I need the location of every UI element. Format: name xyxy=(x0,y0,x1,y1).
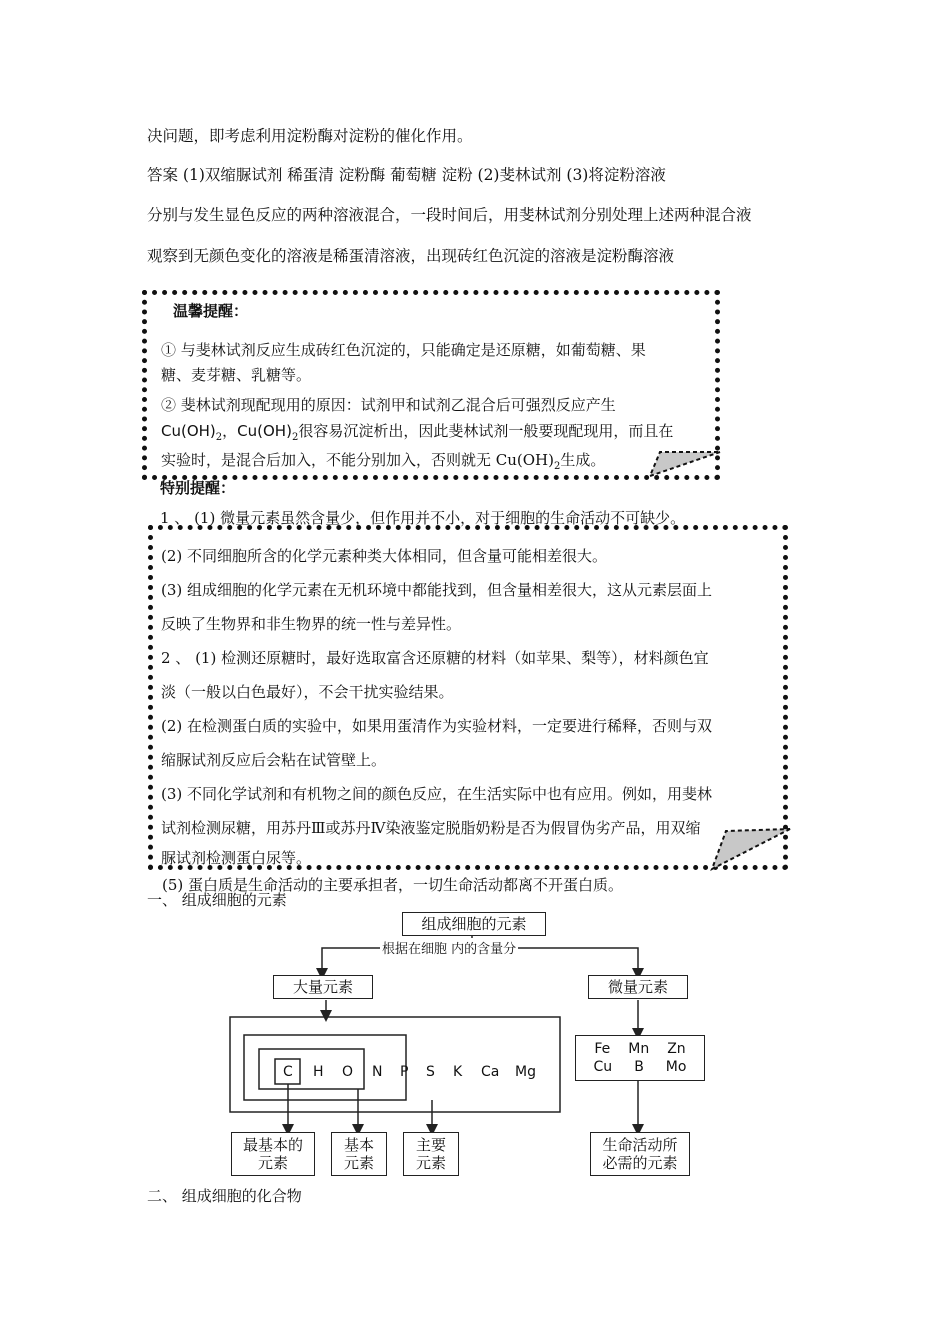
formula: ，Cu(OH) xyxy=(222,422,292,440)
answer-line: 答案 (1)双缩脲试剂 稀蛋清 淀粉酶 葡萄糖 淀粉 (2)斐林试剂 (3)将淀粉溶液 xyxy=(147,166,666,184)
element-mo: Mo xyxy=(665,1059,687,1075)
special-line: (2) 在检测蛋白质的实验中，如果用蛋清作为实验材料，一定要进行稀释，否则与双 xyxy=(161,717,713,735)
element-b: B xyxy=(634,1059,644,1075)
subscript: 2 xyxy=(291,432,299,443)
special-line: 缩脲试剂反应后会粘在试管壁上。 xyxy=(161,751,387,769)
element-p: P xyxy=(400,1064,409,1080)
element-s: S xyxy=(426,1064,435,1080)
subscript: 2 xyxy=(215,432,223,443)
trace-element-list xyxy=(575,1035,705,1081)
special-line: (2) 不同细胞所含的化学元素种类大体相同，但含量可能相差很大。 xyxy=(161,547,608,565)
branch-label: 根据在细胞 内的含量分 xyxy=(380,938,518,957)
special-reminder-first-line: 1 、 (1) 微量元素虽然含量少，但作用并不小，对于细胞的生命活动不可缺少。 xyxy=(160,509,686,527)
section-heading-2: 二、 组成细胞的化合物 xyxy=(147,1187,302,1205)
warm-reminder-title: 温馨提醒： xyxy=(173,302,249,320)
trace-row xyxy=(594,1058,687,1076)
element-ca: Ca xyxy=(481,1064,500,1080)
element-fe: Fe xyxy=(594,1041,611,1057)
formula: Cu(OH) xyxy=(161,422,216,440)
reminder-text: 很容易沉淀析出，因此斐林试剂一般要现配现用，而且在 xyxy=(298,422,674,440)
main-element-box: 主要 元素 xyxy=(403,1132,459,1176)
most-basic-element-box: 最基本的 元素 xyxy=(231,1132,315,1176)
trace-row xyxy=(594,1040,685,1058)
root-box: 组成细胞的元素 xyxy=(402,912,546,936)
special-line: 反映了生物界和非生物界的统一性与差异性。 xyxy=(161,615,462,633)
reminder-line: 糖、麦芽糖、乳糖等。 xyxy=(161,366,312,384)
special-line: 2 、 (1) 检测还原糖时，最好选取富含还原糖的材料（如苹果、梨等），材料颜色宜 xyxy=(161,649,709,667)
subscript: 2 xyxy=(554,461,561,472)
element-h: H xyxy=(313,1064,324,1080)
special-line: (3) 不同化学试剂和有机物之间的颜色反应，在生活实际中也有应用。例如，用斐林 xyxy=(161,785,713,803)
element-zn: Zn xyxy=(667,1041,686,1057)
special-line: 脲试剂检测蛋白尿等。 xyxy=(161,849,312,867)
trace-elements-box: 微量元素 xyxy=(588,975,688,999)
text-line-3: 分别与发生显色反应的两种溶液混合，一段时间后，用斐林试剂分别处理上述两种混合液 xyxy=(147,206,752,224)
element-o: O xyxy=(342,1064,354,1080)
reminder-line: ② 斐林试剂现配现用的原因：试剂甲和试剂乙混合后可强烈反应产生 xyxy=(161,396,616,414)
text-line-1: 决问题，即考虑利用淀粉酶对淀粉的催化作用。 xyxy=(147,127,473,145)
element-n: N xyxy=(372,1064,383,1080)
element-k: K xyxy=(453,1064,463,1080)
special-line: 淡（一般以白色最好），不会干扰实验结果。 xyxy=(161,683,454,701)
element-cu: Cu xyxy=(593,1059,613,1075)
reminder-text: 生成。 xyxy=(560,451,606,469)
page-curl-icon xyxy=(640,448,725,483)
major-elements-box: 大量元素 xyxy=(273,975,373,999)
reminder-line xyxy=(161,421,673,448)
reminder-line: ① 与斐林试剂反应生成砖红色沉淀的，只能确定是还原糖，如葡萄糖、果 xyxy=(161,341,646,359)
reminder-line xyxy=(161,450,605,477)
essential-element-box: 生命活动所 必需的元素 xyxy=(590,1132,690,1176)
reminder-text: 实验时，是混合后加入，不能分别加入，否则就无 Cu(OH) xyxy=(161,451,554,469)
special-reminder-box xyxy=(148,525,788,870)
special-line: 试剂检测尿糖，用苏丹Ⅲ或苏丹Ⅳ染液鉴定脱脂奶粉是否为假冒伪劣产品，用双缩 xyxy=(161,819,701,837)
basic-element-box: 基本 元素 xyxy=(331,1132,387,1176)
special-reminder-last-line: (5) 蛋白质是生命活动的主要承担者，一切生命活动都离不开蛋白质。 xyxy=(162,876,624,894)
element-mg: Mg xyxy=(515,1064,536,1080)
warm-reminder-box xyxy=(142,290,720,480)
element-c: C xyxy=(283,1064,293,1080)
text-line-4: 观察到无颜色变化的溶液是稀蛋清溶液，出现砖红色沉淀的溶液是淀粉酶溶液 xyxy=(147,247,675,265)
section-heading-1: 一、 组成细胞的元素 xyxy=(147,891,287,909)
element-mn: Mn xyxy=(628,1041,650,1057)
special-line: (3) 组成细胞的化学元素在无机环境中都能找到，但含量相差很大，这从元素层面上 xyxy=(161,581,713,599)
page-curl-icon xyxy=(700,825,795,875)
special-reminder-title: 特别提醒： xyxy=(160,479,236,497)
